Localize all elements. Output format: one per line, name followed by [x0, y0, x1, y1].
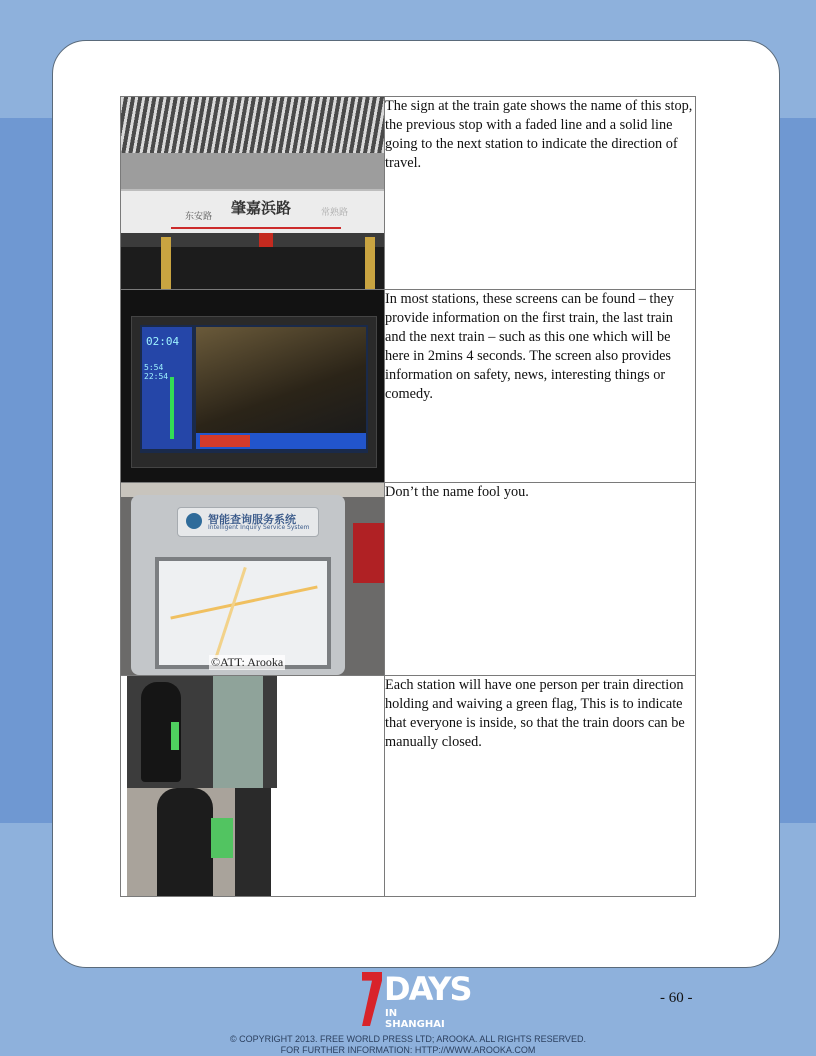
description-cell: Each station will have one person per train direction holding and waiving a green flag, This is to indicate that everyone is inside, so that the train doors can be manually closed. [385, 676, 696, 897]
kiosk-logo [177, 507, 319, 537]
content-table [120, 96, 696, 897]
photo-credit: ©ATT: Arooka [211, 655, 284, 669]
staff-person [157, 788, 213, 896]
map-road [170, 585, 317, 619]
image-cell [121, 97, 385, 290]
kiosk-title: 智能查询服务系统 [208, 513, 296, 526]
tv-bezel [131, 316, 377, 468]
first-last-train-times: 5:54 22:54 [144, 363, 169, 381]
next-train-countdown: 02:04 [146, 335, 180, 348]
kiosk [131, 495, 345, 675]
image-cell [121, 483, 385, 676]
pillar-left [161, 237, 171, 289]
news-ticker [196, 433, 366, 449]
copyright-url-line: FOR FURTHER INFORMATION: HTTP://WWW.AROOKA.COM [280, 1045, 536, 1055]
sign-current-stop: 肇嘉浜路 [231, 199, 292, 217]
pillar-right [365, 237, 375, 289]
info-screen-photo [121, 290, 384, 482]
green-flag [211, 818, 233, 858]
background-sign [353, 523, 384, 583]
station-sign-photo [121, 97, 384, 289]
image-cell [121, 290, 385, 483]
train-info-panel [142, 327, 192, 449]
image-cell [121, 676, 385, 897]
kiosk-subtitle: Intelligent Inquiry Service System [208, 524, 310, 531]
description-cell: In most stations, these screens can be found – they provide information on the first train, the last train and the next train – such as this one which will be here in 2mins 4 seconds. The screen also provides information on safety, news, interesting things or comedy. [385, 290, 696, 483]
copyright [0, 1034, 816, 1056]
description-cell: Don’t the name fool you. [385, 483, 696, 676]
inquiry-kiosk-photo [121, 483, 384, 675]
sign-next-stop: 常熟路 [321, 208, 349, 218]
logo-seven-icon [362, 972, 382, 1026]
green-flag [171, 722, 179, 750]
table-row [121, 483, 696, 676]
tv-screen [140, 325, 368, 453]
direction-line [171, 227, 341, 229]
flag-staff-photo [121, 676, 384, 896]
train-door [213, 676, 263, 788]
table-row [121, 290, 696, 483]
logo-subtitle: IN SHANGHAI [385, 1008, 445, 1030]
station-sign [121, 189, 384, 233]
table-row [121, 97, 696, 290]
page-number: - 60 - [660, 990, 693, 1006]
ticker-label [200, 435, 250, 447]
ceiling-slats [121, 97, 384, 153]
description-cell: The sign at the train gate shows the name of this stop, the previous stop with a faded line and a solid line going to the next station to indicate the direction of travel. [385, 97, 696, 290]
copyright-line: © COPYRIGHT 2013. FREE WORLD PRESS LTD; AROOKA. ALL RIGHTS RESERVED. [230, 1034, 586, 1044]
route-line [170, 377, 174, 439]
logo-days: DAYS [384, 970, 471, 1008]
table-row [121, 676, 696, 897]
globe-icon [186, 513, 202, 529]
news-video [196, 327, 366, 433]
staff-photo-top [127, 676, 277, 788]
kiosk-map [155, 557, 331, 669]
staff-photo-bottom [127, 788, 271, 896]
map-road [214, 567, 247, 659]
passenger [235, 788, 271, 896]
sign-previous-stop: 东安路 [185, 212, 213, 222]
